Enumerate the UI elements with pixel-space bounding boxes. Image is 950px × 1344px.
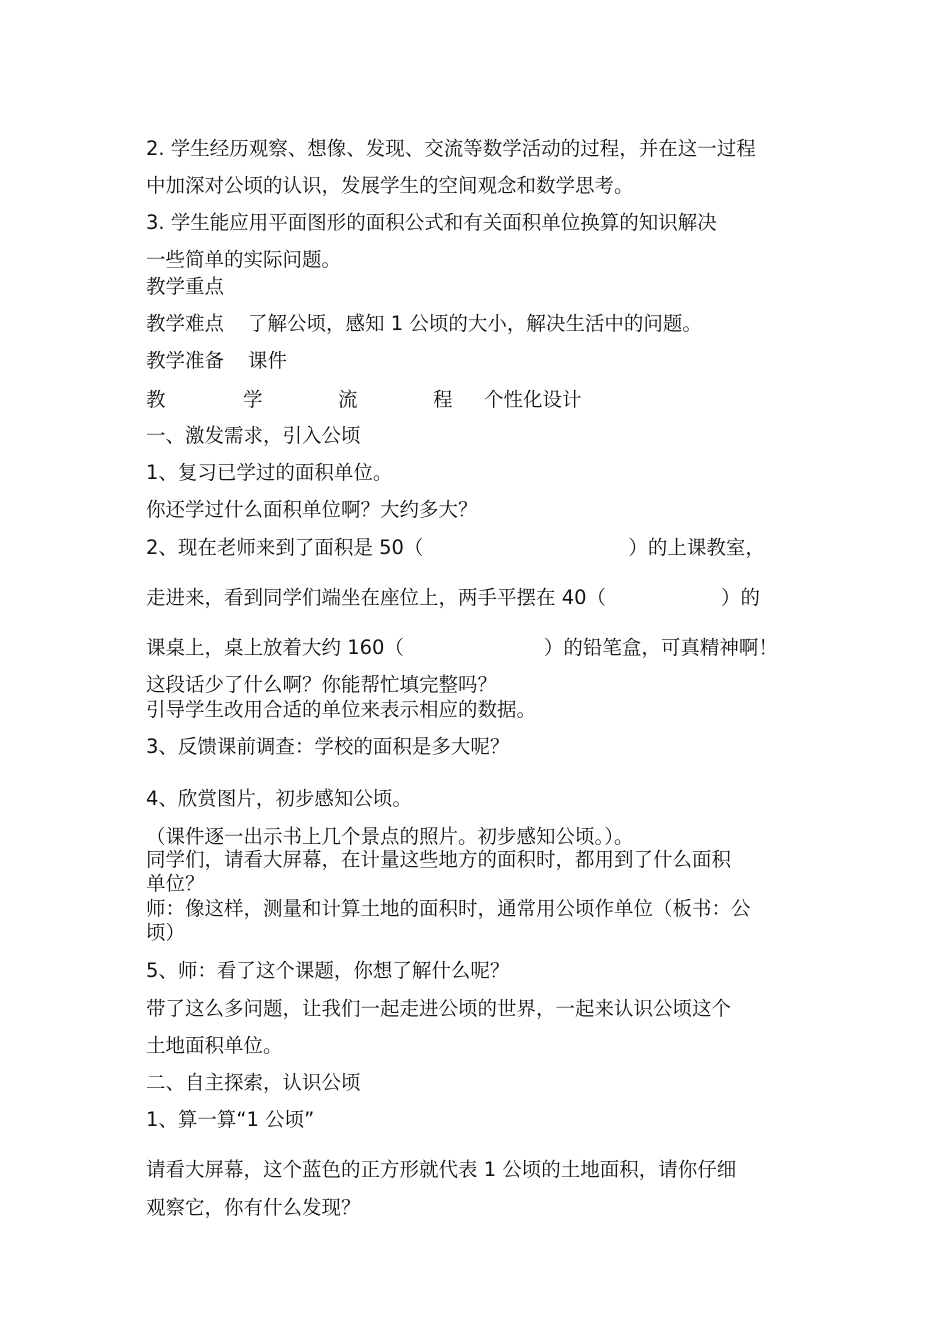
key-point-label: 教学重点 [146,275,225,298]
flow-header [146,387,582,413]
objective-line: 3. 学生能应用平面图形的面积公式和有关面积单位换算的知识解决 [146,211,717,234]
text-line: 带了这么多问题，让我们一起走进公顷的世界，一起来认识公顷这个 [146,997,732,1020]
fill-blank-text: ）的 [721,586,761,609]
flow-header-col: 学 [243,388,263,411]
objective-line: 2. 学生经历观察、想像、发现、交流等数学活动的过程，并在这一过程 [146,137,756,160]
text-line: 土地面积单位。 [146,1034,283,1057]
preparation-label: 教学准备 [146,349,225,372]
preparation-text: 课件 [248,349,288,372]
question-line: 你还学过什么面积单位啊？大约多大？ [146,498,478,521]
text-line: 顷） [146,921,186,944]
fill-blank-text: 走进来，看到同学们端坐在座位上，两手平摆在 40（ [146,586,607,609]
step-line: 4、欣赏图片，初步感知公顷。 [146,787,412,810]
objective-line: 一些简单的实际问题。 [146,248,342,271]
text-line: 观察它，你有什么发现？ [146,1196,361,1219]
fill-blank-line [146,535,765,561]
step-line: 1、复习已学过的面积单位。 [146,461,393,484]
objective-line: 中加深对公顷的认识，发展学生的空间观念和数学思考。 [146,174,634,197]
text-line: 同学们，请看大屏幕，在计量这些地方的面积时，都用到了什么面积 [146,848,732,871]
flow-header-col: 流 [338,388,358,411]
note-line: （课件逐一出示书上几个景点的照片。初步感知公顷。）。 [146,825,634,848]
text-line: 单位？ [146,872,205,895]
fill-blank-text: ）的铅笔盒，可真精神啊！ [543,636,778,659]
fill-blank-text: 2、现在老师来到了面积是 50（ [146,536,424,559]
question-line: 这段话少了什么啊？你能帮忙填完整吗？ [146,673,498,696]
difficulty-text: 了解公顷，感知 1 公顷的大小，解决生活中的问题。 [248,312,702,335]
guide-line: 引导学生改用合适的单位来表示相应的数据。 [146,698,537,721]
fill-blank-line [146,635,778,661]
preparation-line [146,348,287,374]
text-line: 师：像这样，测量和计算土地的面积时，通常用公顷作单位（板书：公 [146,897,751,920]
flow-header-col: 程 [433,388,453,411]
step-line: 3、反馈课前调查：学校的面积是多大呢？ [146,735,510,758]
flow-header-col: 教 [146,388,166,411]
difficulty-label: 教学难点 [146,312,225,335]
fill-blank-text: ）的上课教室， [628,536,765,559]
flow-header-col: 个性化设计 [484,388,582,411]
step-line: 1、算一算“1 公顷” [146,1108,315,1131]
fill-blank-line [146,585,760,611]
difficulty-line [146,311,702,337]
step-line: 5、师：看了这个课题，你想了解什么呢？ [146,959,510,982]
fill-blank-text: 课桌上，桌上放着大约 160（ [146,636,404,659]
section-title: 一、激发需求，引入公顷 [146,424,361,447]
text-line: 请看大屏幕，这个蓝色的正方形就代表 1 公顷的土地面积，请你仔细 [146,1158,737,1181]
section-title: 二、自主探索，认识公顷 [146,1071,361,1094]
